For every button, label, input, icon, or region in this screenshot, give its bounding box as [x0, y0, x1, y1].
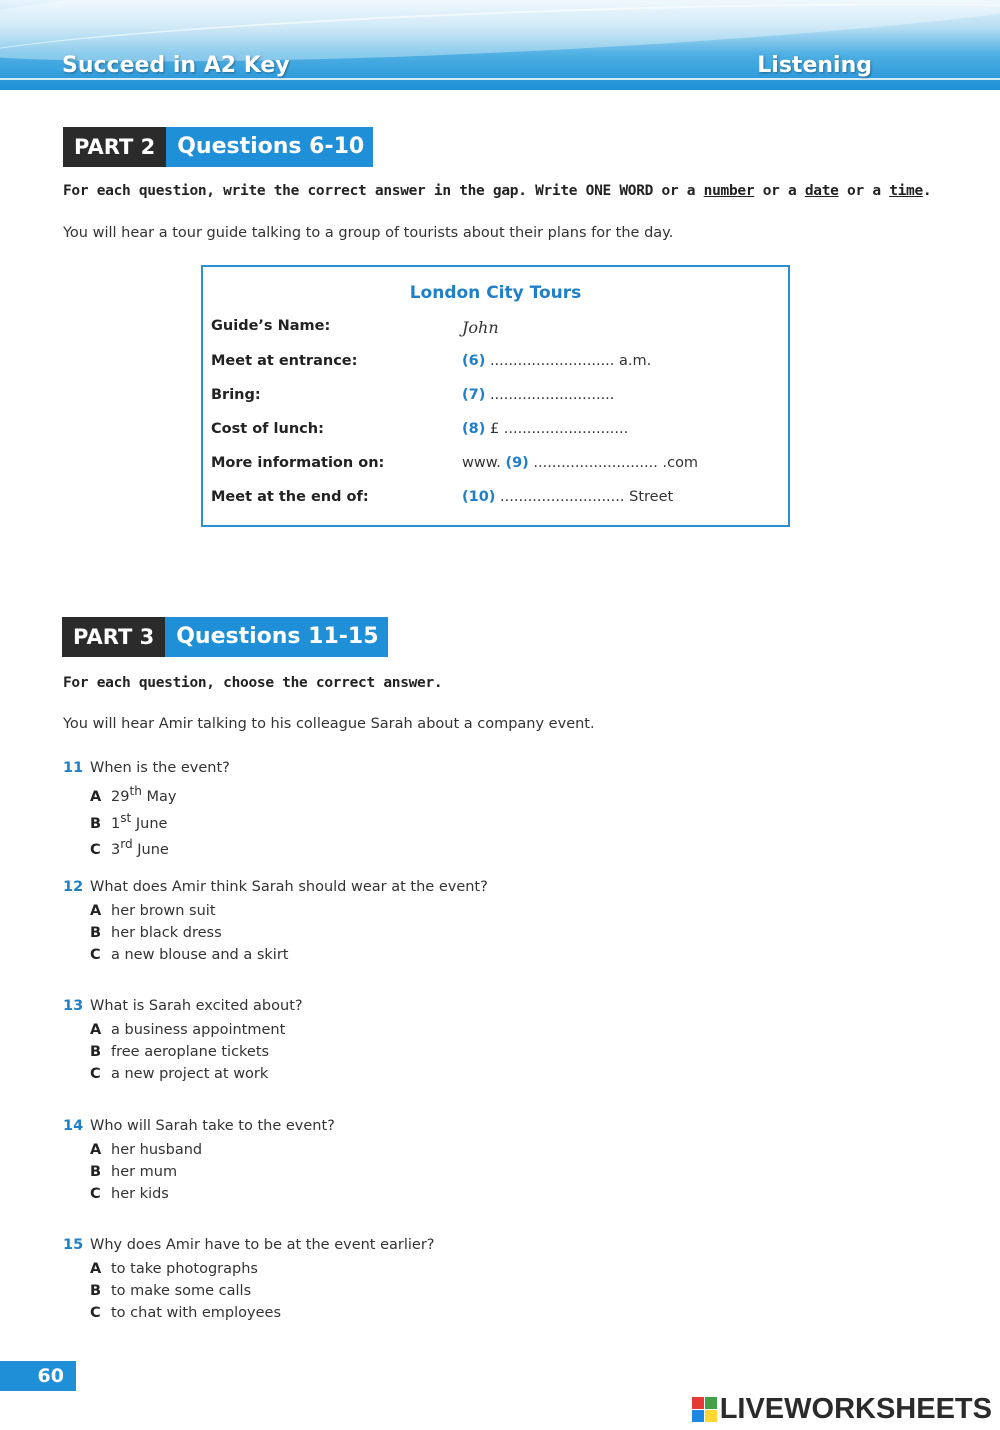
option-letter: A	[90, 1261, 102, 1277]
gap-prefix: www.	[462, 455, 506, 471]
question-11	[63, 760, 663, 858]
form-row-10	[211, 489, 781, 513]
logo-square	[692, 1397, 704, 1409]
answer-gap[interactable]: ...........................	[485, 387, 615, 403]
option-text	[111, 784, 177, 805]
part2-heading	[63, 127, 373, 167]
option-text	[111, 837, 169, 859]
option-suffix: th	[129, 784, 142, 798]
option-text: a business appointment	[111, 1022, 286, 1038]
instruction-emphasis: number	[703, 183, 755, 199]
option-text: her brown suit	[111, 903, 216, 919]
question-number: (7)	[462, 387, 486, 403]
form-label: More information on:	[211, 455, 385, 471]
option-text	[111, 810, 168, 832]
option-text: her mum	[111, 1164, 178, 1180]
option-month: June	[132, 842, 169, 859]
logo-square	[705, 1397, 717, 1409]
watermark-text: LIVEWORKSHEETS	[719, 1393, 992, 1425]
form-row-6	[211, 353, 781, 377]
option-text: to make some calls	[111, 1283, 252, 1299]
option-c[interactable]	[90, 1305, 690, 1321]
option-b[interactable]	[90, 811, 690, 832]
instruction-emphasis: date	[804, 183, 839, 199]
form-label: Meet at the end of:	[211, 489, 369, 505]
option-day: 29	[111, 788, 130, 805]
form-label: Bring:	[211, 387, 261, 403]
guide-name-value: John	[462, 318, 499, 337]
form-row-guide	[211, 318, 781, 342]
part2-instruction	[63, 183, 931, 199]
answer-gap[interactable]: ...........................	[528, 455, 663, 471]
instruction-text: .	[922, 183, 932, 199]
form-title: London City Tours	[409, 283, 582, 303]
option-text: her black dress	[111, 925, 222, 941]
option-letter: C	[90, 1066, 101, 1082]
question-number: (10)	[462, 489, 496, 505]
answer-gap[interactable]: £ ...........................	[485, 421, 629, 437]
form-value	[462, 455, 698, 471]
option-c[interactable]	[90, 1066, 690, 1082]
option-letter: A	[90, 903, 102, 919]
instruction-text: For each question, write the correct answer in the gap. Write ONE WORD or a	[63, 183, 704, 199]
option-text: her kids	[111, 1186, 169, 1202]
question-text: What does Amir think Sarah should wear at the event?	[90, 879, 488, 895]
question-number: (6)	[462, 353, 486, 369]
option-text: a new project at work	[111, 1066, 269, 1082]
option-a[interactable]	[90, 784, 690, 805]
question-number: 11	[63, 760, 84, 776]
gap-suffix: .com	[662, 455, 699, 471]
answer-gap[interactable]: ...........................	[485, 353, 620, 369]
form-value	[462, 353, 651, 369]
option-month: June	[131, 815, 168, 832]
option-letter: A	[90, 1022, 102, 1038]
question-number: 12	[63, 879, 84, 895]
answer-gap[interactable]: ...........................	[495, 489, 630, 505]
form-row-9	[211, 455, 781, 479]
question-number: 13	[63, 998, 84, 1014]
form-value	[462, 489, 673, 505]
notes-form	[201, 265, 790, 527]
form-label: Meet at entrance:	[211, 353, 358, 369]
option-a[interactable]	[90, 1142, 690, 1158]
part2-intro: You will hear a tour guide talking to a group of tourists about their plans for the day.	[63, 225, 674, 241]
option-b[interactable]	[90, 1044, 690, 1060]
option-b[interactable]	[90, 1164, 690, 1180]
option-letter: A	[90, 1142, 102, 1158]
part2-label: PART 2	[63, 127, 166, 167]
option-day: 3	[111, 842, 121, 859]
option-text: to take photographs	[111, 1261, 258, 1277]
question-number: 15	[63, 1237, 84, 1253]
question-12	[63, 879, 663, 963]
question-14	[63, 1118, 663, 1202]
option-suffix: rd	[120, 837, 133, 852]
book-title: Succeed in A2 Key	[62, 53, 290, 78]
option-a[interactable]	[90, 1261, 690, 1277]
option-text: her husband	[111, 1142, 203, 1158]
instruction-text: or a	[838, 183, 890, 199]
part2-questions-label: Questions 6-10	[166, 127, 373, 167]
option-letter: B	[90, 925, 102, 941]
part3-questions-label: Questions 11-15	[165, 617, 387, 657]
part3-intro: You will hear Amir talking to his colleague Sarah about a company event.	[63, 716, 595, 732]
option-month: May	[141, 788, 177, 805]
question-text: Why does Amir have to be at the event earlier?	[90, 1237, 435, 1253]
form-row-7	[211, 387, 781, 411]
option-c[interactable]	[90, 838, 690, 859]
form-value	[462, 387, 614, 403]
section-title: Listening	[757, 53, 872, 78]
header-divider	[0, 78, 1000, 80]
option-b[interactable]	[90, 925, 690, 941]
option-a[interactable]	[90, 903, 690, 919]
question-number: (9)	[505, 455, 529, 471]
question-13	[63, 998, 663, 1082]
option-text: to chat with employees	[111, 1305, 282, 1321]
instruction-emphasis: time	[889, 183, 923, 199]
logo-square	[692, 1410, 704, 1422]
logo-square	[705, 1410, 717, 1422]
option-letter: C	[90, 842, 101, 859]
form-label: Guide’s Name:	[211, 318, 331, 334]
form-row-8	[211, 421, 781, 445]
part3-heading	[62, 617, 388, 657]
option-text: free aeroplane tickets	[111, 1044, 270, 1060]
form-label: Cost of lunch:	[211, 421, 324, 437]
question-15	[63, 1237, 663, 1321]
option-day: 1	[111, 815, 121, 832]
liveworksheets-logo	[692, 1393, 992, 1426]
question-text: What is Sarah excited about?	[90, 998, 303, 1014]
option-text: a new blouse and a skirt	[111, 947, 289, 963]
page-number: 60	[0, 1361, 76, 1391]
option-suffix: st	[120, 810, 132, 825]
option-c[interactable]	[90, 1186, 690, 1202]
question-number: 14	[63, 1118, 84, 1134]
question-text: Who will Sarah take to the event?	[90, 1118, 335, 1134]
part3-instruction: For each question, choose the correct answer.	[63, 675, 443, 691]
liveworksheets-icon	[692, 1397, 717, 1422]
option-letter: B	[90, 1044, 102, 1060]
option-letter: C	[90, 1186, 101, 1202]
gap-suffix: Street	[629, 489, 674, 505]
option-letter: B	[90, 1283, 102, 1299]
option-b[interactable]	[90, 1283, 690, 1299]
option-a[interactable]	[90, 1022, 690, 1038]
option-letter: A	[90, 788, 102, 805]
instruction-text: or a	[754, 183, 805, 199]
option-letter: B	[90, 815, 102, 832]
option-letter: B	[90, 1164, 102, 1180]
part3-label: PART 3	[62, 617, 165, 657]
gap-suffix: a.m.	[619, 353, 652, 369]
question-text: When is the event?	[90, 760, 230, 776]
option-letter: C	[90, 1305, 101, 1321]
option-letter: C	[90, 947, 101, 963]
option-c[interactable]	[90, 947, 690, 963]
question-number: (8)	[462, 421, 486, 437]
form-value	[462, 421, 628, 437]
page-header	[0, 0, 1000, 90]
